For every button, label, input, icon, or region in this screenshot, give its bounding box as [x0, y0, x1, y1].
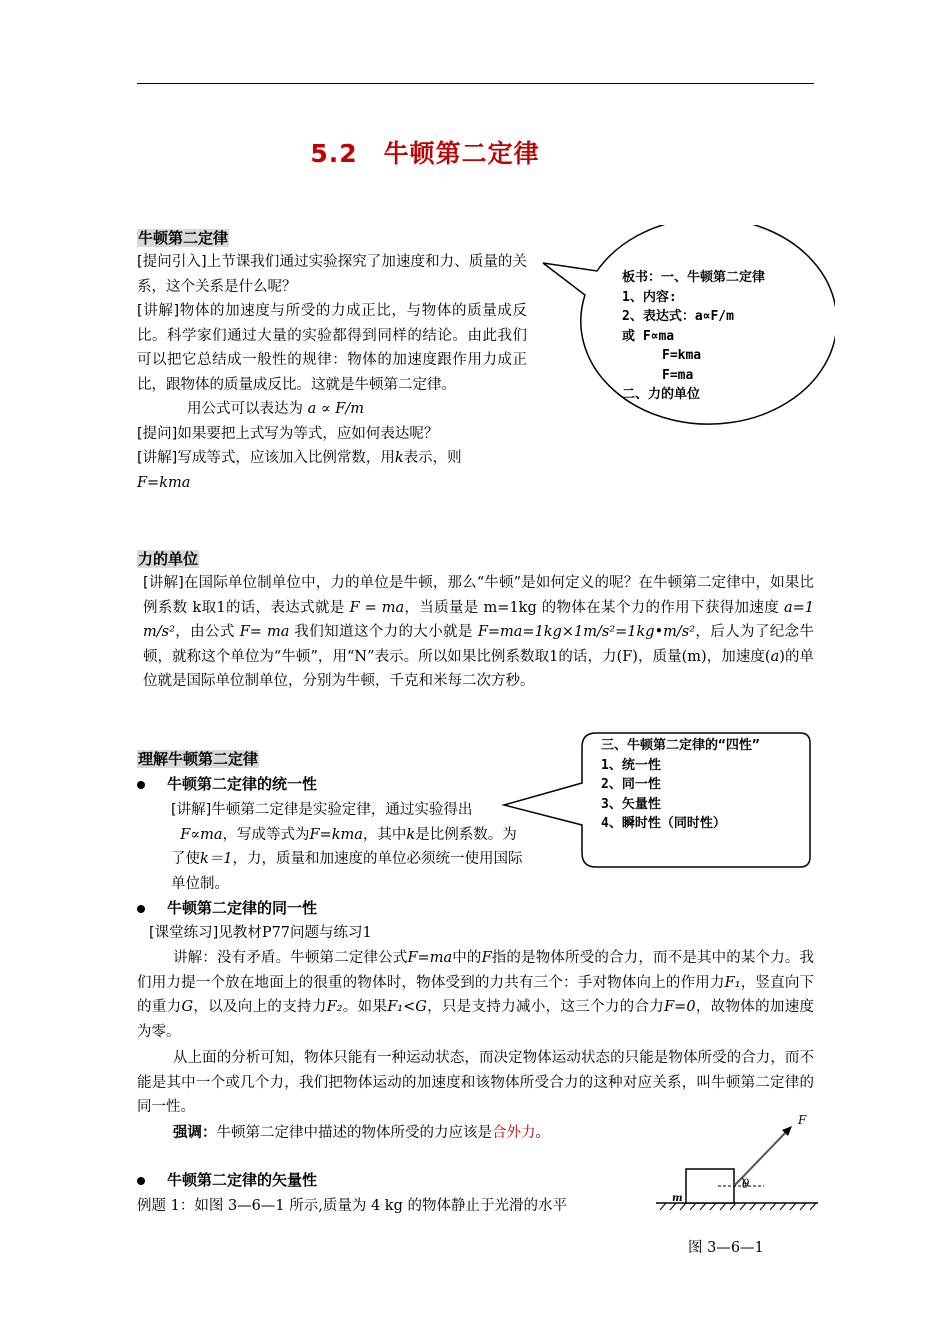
id-text-f: 。如果 — [342, 999, 388, 1015]
explain-text: 物体的加速度与所受的力成正比，与物体的质量成反比。科学家们通过大量的实验都得到同样的结论。由此我们可以把它总结成一般性的规律：物体的加速度跟作用力成正比，跟物体的质量成反比。这就是牛顿第二定律。 — [137, 303, 527, 393]
bullet-unity-label: 牛顿第二定律的统一性 — [167, 775, 318, 793]
bubble-2-text — [601, 736, 760, 834]
tag-explain: [讲解] — [137, 303, 180, 319]
formula-proportional: a ∝ F/m — [307, 401, 364, 417]
formula-k1: k＝1 — [200, 851, 233, 867]
formula-line — [137, 397, 527, 422]
formula-fpropma: F∝ma — [180, 826, 223, 843]
unit-text-d: 我们知道这个力的大小就是 — [294, 624, 473, 640]
angle-label: θ — [742, 1177, 750, 1191]
bullet-dot-icon — [137, 781, 145, 789]
paragraph-explain-2 — [137, 446, 527, 495]
bullet-identity-label: 牛顿第二定律的同一性 — [167, 899, 318, 917]
bubble-1-text — [622, 268, 765, 405]
exercise-ref: 教材P77问题与练习1 — [232, 925, 372, 941]
tag-exercise: [课堂练习]见 — [149, 925, 233, 941]
board-item-2b: 或 F∝ma — [622, 328, 675, 344]
emphasis-text: 牛顿第二定律中描述的物体所受的力应该是 — [216, 1125, 492, 1141]
id-text-b: 中的 — [452, 950, 482, 966]
unit-text-a: 在国际单位制单位中，力的单位是牛顿，那么“牛顿”是如何定义的呢？在牛顿第二定律中，如果比例系数 k取1的话，表达式就是 — [143, 575, 814, 616]
bullet-identity — [137, 897, 317, 918]
board-item-3: 二、力的单位 — [622, 387, 701, 402]
tag-question: [提问] — [137, 425, 178, 442]
paragraph-question — [137, 422, 527, 447]
paragraph-identity-2: 从上面的分析可知，物体只能有一种运动状态，而决定物体运动状态的只能是物体所受的合力，而不能是其中一个或几个力，我们把物体运动的加速度和该物体所受合力的这种对应关系，叫牛顿第二定律的同一性。 — [137, 1050, 814, 1115]
paragraph-unity — [171, 798, 523, 896]
page-title: 5.2 牛顿第二定律 — [310, 139, 540, 168]
property-3: 3、矢量性 — [601, 796, 661, 812]
unity-text-d: 是比例系数。为了使 — [171, 826, 517, 867]
paragraph-intro — [137, 250, 527, 299]
section-heading-3: 理解牛顿第二定律 — [138, 750, 259, 768]
formula-prefix: 用公式可以表达为 — [187, 401, 303, 417]
unit-text-c: ，由公式 — [174, 624, 235, 640]
formula-f1-lt-g: F₁<G — [387, 999, 427, 1015]
formula-fma-3: F=ma — [407, 950, 453, 966]
formula-fma-2: F= ma — [239, 624, 290, 640]
example-1: 例题 1：如图 3—6—1 所示,质量为 4 kg 的物体静止于光滑的水平 — [137, 1198, 567, 1214]
bullet-unity — [137, 773, 317, 794]
property-1: 1、统一性 — [601, 757, 661, 773]
question-text: 如果要把上式写为等式，应如何表达呢？ — [177, 425, 439, 442]
tag-explain-5: 讲解： — [173, 950, 217, 966]
id-text-e: ，以及向上的支持力 — [193, 999, 327, 1015]
emphasis-label: 强调： — [173, 1125, 217, 1141]
unit-text-b: ，当质量是 m=1kg 的物体在某个力的作用下获得加速度 — [404, 599, 780, 616]
tag-explain-2: [讲解] — [137, 450, 178, 466]
board-item-2: 2、表达式：a∝F/m — [622, 309, 734, 324]
four-properties-title: 三、牛顿第二定律的“四性” — [601, 738, 760, 753]
id-text-c: 指的是物体所受的合力，而不是其中的某个力。我们用力提一个放在地面上的很重的物体时，物体受到的力共有三个：手对物体向上的作用力 — [137, 950, 815, 991]
figure-block-on-surface — [652, 1110, 822, 1220]
symbol-g: G — [181, 999, 194, 1015]
paragraph-force-unit — [137, 571, 814, 694]
formula-fkma: F=kma — [137, 474, 191, 491]
board-item-1: 1、内容: — [622, 289, 677, 305]
property-2: 2、同一性 — [601, 777, 661, 792]
tag-question-intro: [提问引入] — [137, 254, 207, 270]
formula-a1: a=1 m/s² — [143, 599, 815, 640]
unit-text-f: )的单位就是国际单位制单位，分别为牛顿，千克和米每二次方秒。 — [143, 648, 814, 689]
section-newton-second-law — [137, 228, 527, 495]
paragraph-emphasis — [173, 1121, 550, 1146]
bullet-dot-icon — [137, 905, 145, 913]
unity-text-c: ，其中 — [362, 826, 407, 843]
header-rule — [137, 83, 814, 84]
bullet-vector — [137, 1169, 317, 1190]
emphasis-net-force: 合外力 — [492, 1125, 536, 1141]
intro-text: 上节课我们通过实验探究了加速度和力、质量的关系，这个关系是什么呢？ — [137, 254, 527, 295]
block — [686, 1169, 734, 1203]
unit-text-e: ，后人为了纪念牛顿，就称这个单位为“牛顿”，用“N”表示。所以如果比例系数取1的话，力(F)，质量(m)，加速度( — [143, 624, 815, 665]
id-text-d: ，竖直向下的重力 — [137, 974, 815, 1015]
ground-hatch — [660, 1203, 816, 1210]
figure-caption: 图 3—6—1 — [688, 1240, 764, 1256]
mass-label: m — [672, 1193, 683, 1204]
unity-text-b: ，写成等式为 — [222, 826, 310, 843]
bullet-vector-label: 牛顿第二定律的矢量性 — [167, 1171, 318, 1189]
force-label: F — [798, 1113, 807, 1127]
formula-f0: F=0 — [664, 999, 696, 1015]
symbol-a: a — [770, 648, 780, 665]
symbol-k: k — [394, 450, 404, 466]
paragraph-explain-1 — [137, 299, 527, 397]
unity-text-e: ，力，质量和加速度的单位必须统一使用国际单位制。 — [171, 851, 523, 892]
section-heading-2: 力的单位 — [138, 550, 199, 568]
property-4: 4、瞬时性（同时性） — [601, 816, 726, 831]
board-item-2c: F=kma — [662, 348, 702, 363]
symbol-k-2: k — [406, 826, 416, 843]
explain2-text-b: 表示，则 — [403, 450, 462, 466]
tag-explain-4: [讲解] — [171, 802, 212, 818]
formula-newton-def: F=ma=1kg×1m/s²=1kg•m/s² — [477, 624, 696, 640]
symbol-f: F — [481, 950, 492, 966]
section-force-unit — [137, 549, 814, 694]
paragraph-identity-1 — [137, 946, 814, 1044]
board-item-2d: F=ma — [662, 367, 694, 383]
id-text-g: ，只是支持力减小，这三个力的合力 — [426, 999, 665, 1015]
classroom-exercise — [149, 921, 372, 946]
section-understanding — [137, 749, 259, 769]
formula-fma: F = ma — [349, 599, 405, 616]
symbol-f2: F₂ — [326, 999, 343, 1015]
formula-fkma-2: F=kma — [309, 826, 363, 843]
explain2-text-a: 写成等式，应该加入比例常数，用 — [177, 450, 395, 466]
symbol-f1: F₁ — [724, 974, 741, 991]
section-heading: 牛顿第二定律 — [138, 229, 229, 247]
tag-explain-3: [讲解] — [143, 575, 184, 591]
id-text-h: ，故物体的加速度为零。 — [137, 999, 815, 1040]
board-title: 板书：一、牛顿第二定律 — [622, 270, 766, 285]
bullet-dot-icon — [137, 1177, 145, 1185]
emphasis-end: 。 — [535, 1125, 550, 1141]
id-text-a: 没有矛盾。牛顿第二定律公式 — [216, 950, 408, 966]
unity-text-a: 牛顿第二定律是实验定律，通过实验得出 — [211, 802, 473, 818]
